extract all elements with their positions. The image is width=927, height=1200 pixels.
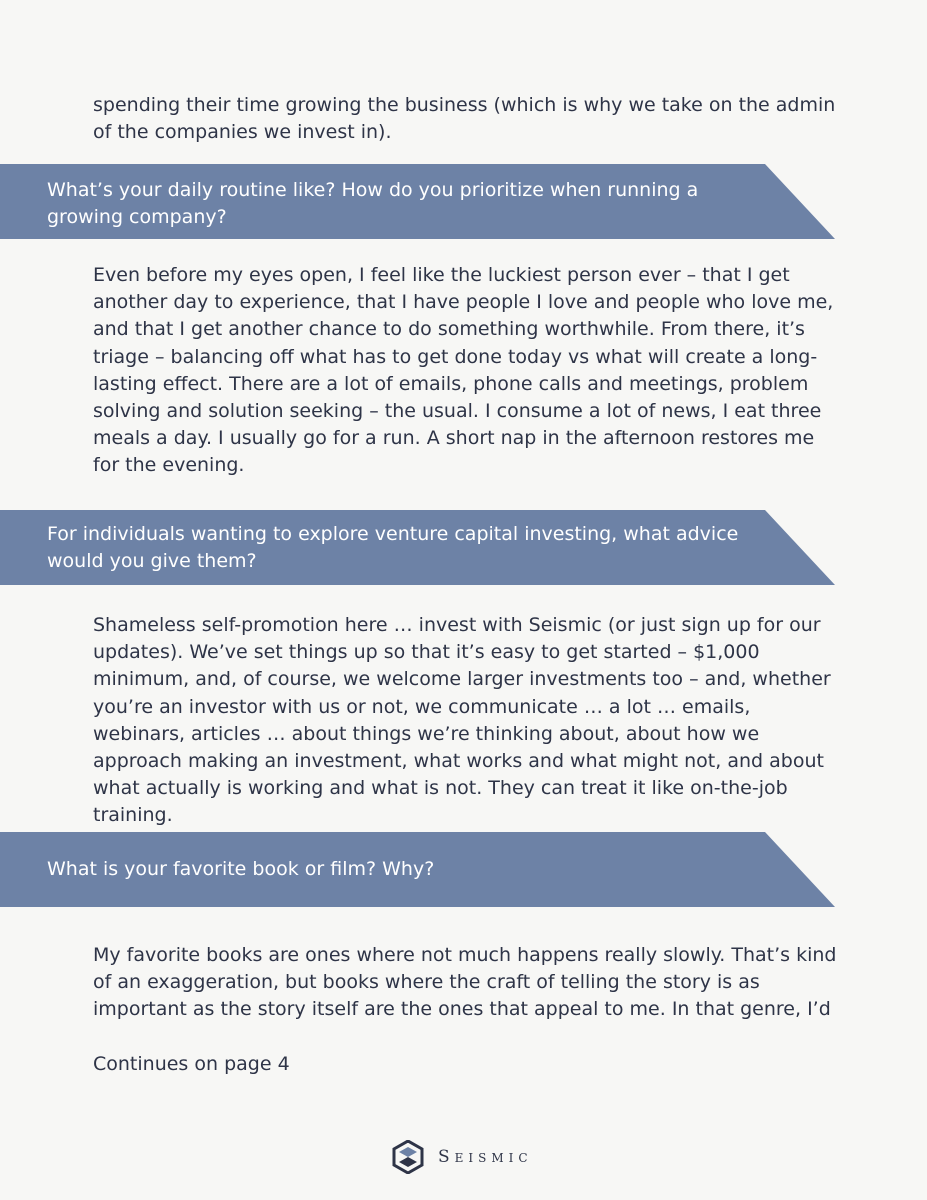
question-routine: What’s your daily routine like? How do you prioritize when running a growing company? (47, 179, 699, 228)
question-favorite: What is your favorite book or film? Why? (47, 858, 435, 880)
intro-paragraph-tail: spending their time growing the business (which is why we take on the admin of the companies we invest in). (93, 94, 836, 144)
seismic-logo-icon (392, 1140, 424, 1174)
answer-routine: Even before my eyes open, I feel like the luckiest person ever – that I get another day to experience, that I have people I love and people who love me, and that I get another chance to do something worthwhile. From there, it’s triage – balancing off what has to get done today vs what will create a long-lasting effect. There are a lot of emails, phone calls and meetings, problem solving and solution seeking – the usual. I consume a lot of news, I eat three meals a day. I usually go for a run. A short nap in the afternoon restores me for the evening. (93, 264, 834, 477)
question-advice: For individuals wanting to explore venture capital investing, what advice would you give them? (47, 523, 739, 572)
footer-brand-name: Seismic (438, 1147, 533, 1167)
answer-favorite: My favorite books are ones where not much happens really slowly. That’s kind of an exaggeration, but books where the craft of telling the story is as important as the story itself are the ones that appeal to me. In that genre, I’d (93, 944, 837, 1021)
answer-advice: Shameless self-promotion here … invest with Seismic (or just sign up for our updates). We’ve set things up so that it’s easy to get started – $1,000 minimum, and, of course, we welcome larger investments too – and, whether you’re an investor with us or not, we communicate … a lot … emails, webinars, articles … about things we’re thinking about, about how we approach making an investment, what works and what might not, and about what actually is working and what is not. They can treat it like on-the-job training. (93, 614, 831, 827)
continues-note: Continues on page 4 (93, 1053, 290, 1075)
